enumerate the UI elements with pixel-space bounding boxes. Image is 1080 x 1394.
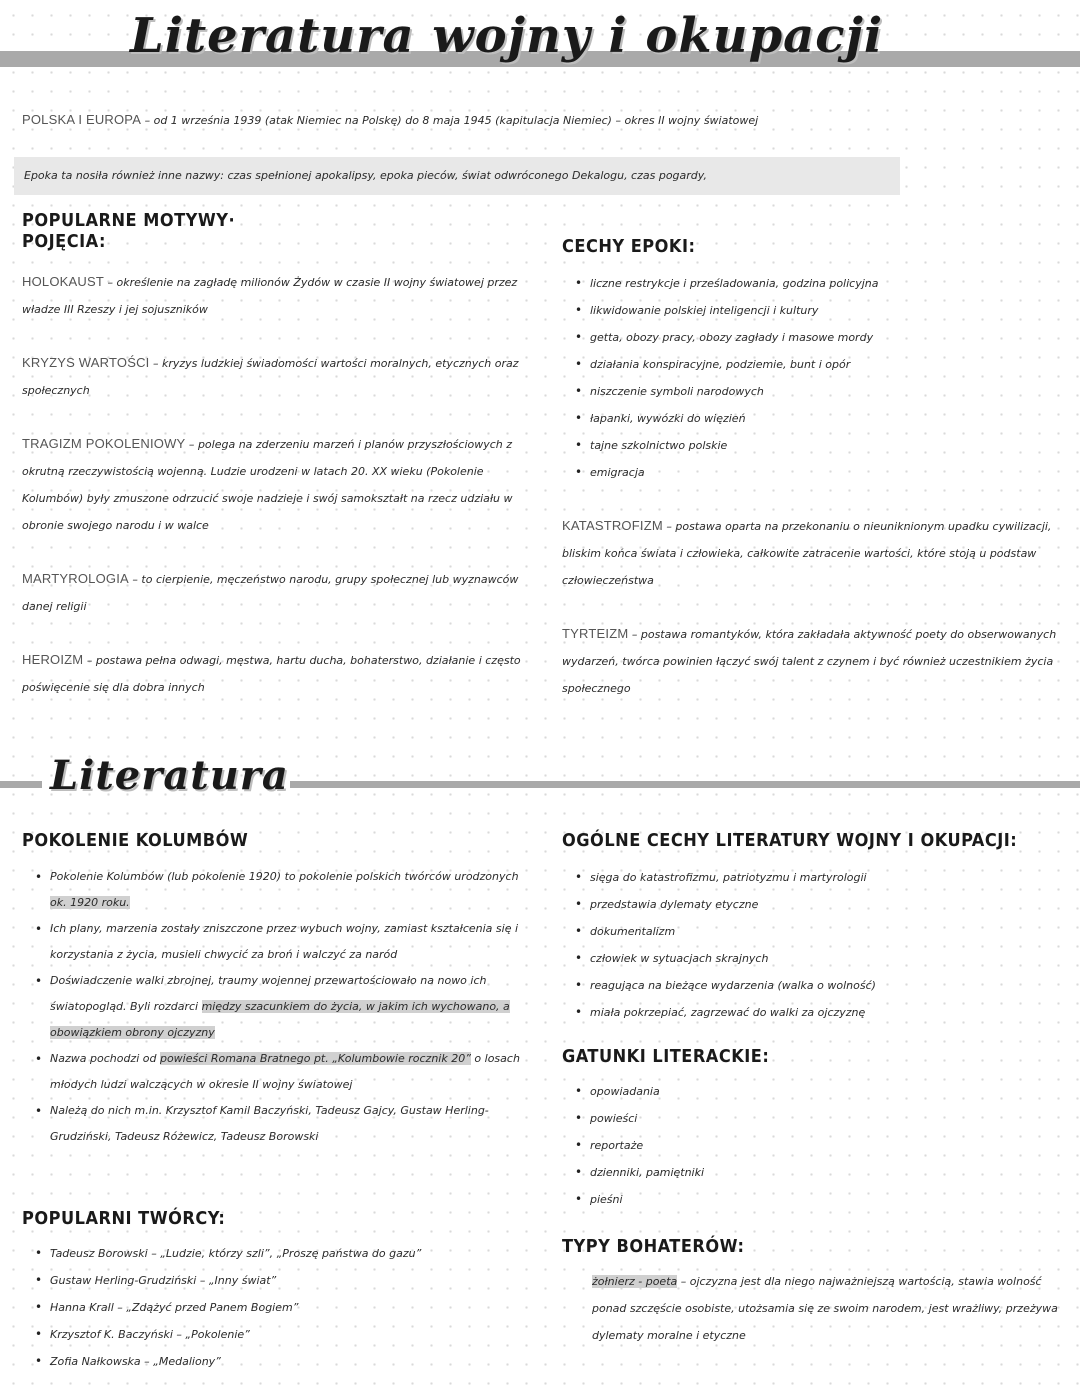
authors-heading: POPULARNI TWÓRCY: [22,1208,226,1229]
section-divider-left [0,781,42,788]
motif-heroizm: HEROIZM – postawa pełna odwagi, męstwa, hartu ducha, bohaterstwo, działanie i często poświęcenie się dla dobra innych [22,652,521,694]
item-text: Należą do nich m.in. Krzysztof Kamil Baczyński, Tadeusz Gajcy, Gustaw Herling-Grudziński, Tadeusz Różewicz, Tadeusz Borowski [50,1104,489,1143]
intro-line: POLSKA I EUROPA – od 1 września 1939 (atak Niemiec na Polskę) do 8 maja 1945 (kapitulacja Niemiec) – okres II wojny światowej [22,112,759,127]
tyrteizm-def: TYRTEIZM – postawa romantyków, która zakładała aktywność poety do obserwowanych wydarzeń, twórca powinien łączyć swój talent z czynem i być również uczestnikiem życia społecznego [562,626,1057,695]
list-item: • emigracja [572,459,1052,486]
def-term: TYRTEIZM [562,626,629,641]
general-features-list [572,864,1052,1026]
list-item: • Krzysztof K. Baczyński – „Pokolenie” [32,1321,532,1348]
epoch-features-heading: CECHY EPOKI: [562,236,696,257]
list-item: • liczne restrykcje i prześladowania, godzina policyjna [572,270,1052,297]
list-item: • człowiek w sytuacjach skrajnych [572,945,1052,972]
list-item [32,916,532,968]
list-item: • getta, obozy pracy, obozy zagłady i masowe mordy [572,324,1052,351]
item-text: Nazwa pochodzi od [50,1052,160,1065]
motif-text: kryzys ludzkiej świadomości wartości moralnych, etycznych oraz społecznych [22,357,519,397]
epoch-features-list [572,270,1052,486]
list-item: • niszczenie symboli narodowych [572,378,1052,405]
intro-text: od 1 września 1939 (atak Niemiec na Polskę) do 8 maja 1945 (kapitulacja Niemiec) – okres II wojny światowej [153,114,759,127]
list-item: • reagująca na bieżące wydarzenia (walka o wolność) [572,972,1052,999]
item-highlight: między szacunkiem do życia, w jakim ich wychowano, a obowiązkiem obrony ojczyzny [50,1000,510,1039]
list-item: • sięga do katastrofizmu, patriotyzmu i martyrologii [572,864,1052,891]
item-highlight: ok. 1920 roku. [50,896,130,909]
epoch-names-box: Epoka ta nosiła również inne nazwy: czas spełnionej apokalipsy, epoka pieców, świat odwróconego Dekalogu, czas pogardy, [14,157,900,195]
hero-term: żołnierz - poeta [592,1275,678,1288]
hero-description: – ojczyzna jest dla niego najważniejszą wartością, stawia wolność ponad szczęście osobiste, utożsamia się ze swoim narodem, jest wrażliwy, przeżywa dylematy moralne i etyczne [592,1275,1058,1342]
list-item: • likwidowanie polskiej inteligencji i kultury [572,297,1052,324]
list-item [32,864,532,916]
def-text: postawa romantyków, która zakładała aktywność poety do obserwowanych wydarzeń, twórca powinien łączyć swój talent z czynem i być również uczestnikiem życia społecznego [562,628,1057,695]
motif-kryzys: KRYZYS WARTOŚCI – kryzys ludzkiej świadomości wartości moralnych, etycznych oraz społecznych [22,355,519,397]
list-item [32,1098,532,1150]
list-item: • powieści [572,1105,1052,1132]
katastrofizm-def: KATASTROFIZM – postawa oparta na przekonaniu o nieuniknionym upadku cywilizacji, bliskim końca świata i człowieka, całkowite zatracenie wartości, które stoją u podstaw człowieczeństwa [562,518,1052,587]
motif-text: postawa pełna odwagi, męstwa, hartu ducha, bohaterstwo, działanie i często poświęcenie się dla dobra innych [22,654,521,694]
general-features-heading: OGÓLNE CECHY LITERATURY WOJNY I OKUPACJI: [562,830,1018,851]
motif-martyrologia: MARTYROLOGIA – to cierpienie, męczeństwo narodu, grupy społecznej lub wyznawców danej religii [22,571,519,613]
list-item: • tajne szkolnictwo polskie [572,432,1052,459]
motif-term: KRYZYS WARTOŚCI [22,355,150,370]
list-item: • Tadeusz Borowski – „Ludzie, którzy szli”, „Proszę państwa do gazu” [32,1240,532,1267]
item-text: Doświadczenie walki zbrojnej, traumy wojennej przewartościowało na nowo ich światopogląd. Byli rozdarci [50,974,487,1013]
list-item: • łapanki, wywózki do więzień [572,405,1052,432]
page-title: Literatura wojny i okupacji [130,8,884,64]
heroes-heading: TYPY BOHATERÓW: [562,1236,745,1257]
list-item: • miała pokrzepiać, zagrzewać do walki za ojczyznę [572,999,1052,1026]
motif-text: to cierpienie, męczeństwo narodu, grupy społecznej lub wyznawców danej religii [22,573,519,613]
motif-text: polega na zderzeniu marzeń i planów przyszłościowych z okrutną rzeczywistością wojenną. Ludzie urodzeni w latach 20. XX wieku (Pokolenie Kolumbów) były zmuszone odrzucić swoje nadzieje i swój samokształt na rzecz udziału w obronie swojego narodu i w walce [22,438,513,532]
motif-term: MARTYROLOGIA [22,571,129,586]
genres-list [572,1078,1052,1213]
motifs-heading [22,210,235,252]
genres-heading: GATUNKI LITERACKIE: [562,1046,770,1067]
motif-term: TRAGIZM POKOLENIOWY [22,436,186,451]
motif-tragizm: TRAGIZM POKOLENIOWY – polega na zderzeniu marzeń i planów przyszłościowych z okrutną rzeczywistością wojenną. Ludzie urodzeni w latach 20. XX wieku (Pokolenie Kolumbów) były zmuszone odrzucić swoje nadzieje i swój samokształt na rzecz udziału w obronie swojego narodu i w walce [22,436,513,532]
item-highlight: powieści Romana Bratnego pt. „Kolumbowie rocznik 20” [159,1052,471,1065]
kolumbow-list [32,864,532,1150]
list-item: • dokumentalizm [572,918,1052,945]
def-term: KATASTROFIZM [562,518,663,533]
motif-holokaust: HOLOKAUST – określenie na zagładę milionów Żydów w czasie II wojny światowej przez władze III Rzeszy i jej sojuszników [22,274,518,316]
list-item: • Hanna Krall – „Zdążyć przed Panem Bogiem” [32,1294,532,1321]
intro-lead: POLSKA I EUROPA [22,112,142,127]
list-item: • pieśni [572,1186,1052,1213]
list-item [32,1046,532,1098]
list-item: • działania konspiracyjne, podziemie, bunt i opór [572,351,1052,378]
kolumbow-heading: POKOLENIE KOLUMBÓW [22,830,249,851]
motifs-heading-line1: POPULARNE MOTYWY· [22,210,236,231]
motif-term: HOLOKAUST [22,274,104,289]
list-item: • Zofia Nałkowska – „Medaliony” [32,1348,532,1375]
list-item: • reportaże [572,1132,1052,1159]
section-divider-right [290,781,1080,788]
list-item: • przedstawia dylematy etyczne [572,891,1052,918]
motifs-heading-line2: POJĘCIA: [22,231,106,252]
motif-text: określenie na zagładę milionów Żydów w czasie II wojny światowej przez władze III Rzeszy i jej sojuszników [22,276,518,316]
list-item: • dzienniki, pamiętniki [572,1159,1052,1186]
section-title: Literatura [50,752,289,799]
authors-list [32,1240,532,1375]
def-text: postawa oparta na przekonaniu o nieuniknionym upadku cywilizacji, bliskim końca świata i człowieka, całkowite zatracenie wartości, które stoją u podstaw człowieczeństwa [562,520,1052,587]
item-text: Pokolenie Kolumbów (lub pokolenie 1920) to pokolenie polskich twórców urodzonych [50,870,519,883]
list-item: • Gustaw Herling-Grudziński – „Inny świat” [32,1267,532,1294]
item-text: Ich plany, marzenia zostały zniszczone przez wybuch wojny, zamiast kształcenia się i korzystania z życia, musieli chwycić za broń i walczyć za naród [50,922,519,961]
list-item: • opowiadania [572,1078,1052,1105]
list-item [32,968,532,1046]
item-text: o losach młodych ludzi walczących w okresie II wojny światowej [50,1052,520,1091]
motifs-list [22,268,534,701]
heroes-text [592,1268,1062,1349]
motif-term: HEROIZM [22,652,84,667]
